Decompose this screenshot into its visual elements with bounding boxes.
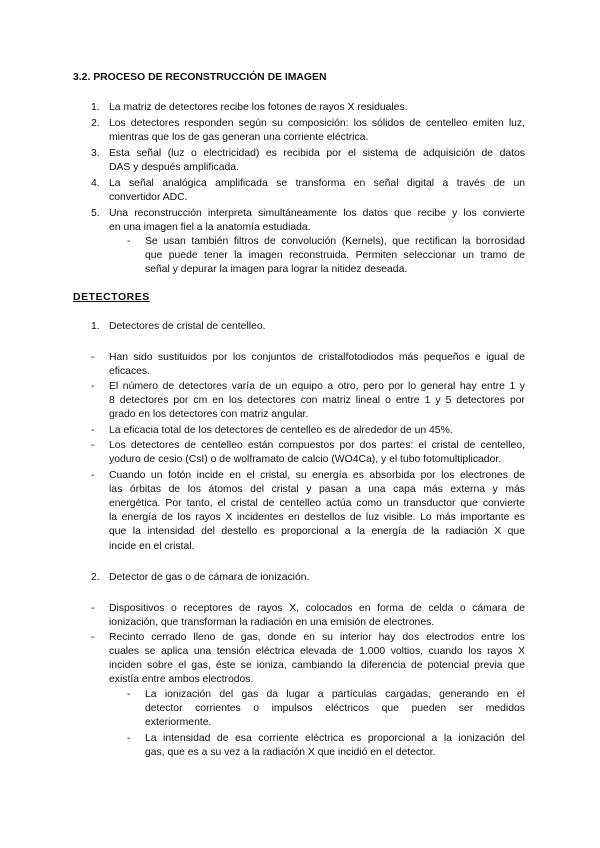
det1-b5-line-1: Cuando un fotón incide en el cristal, su energía es absorbida por los electrones de bbox=[109, 470, 525, 481]
det2-sub1-line-3: exteriormente. bbox=[145, 717, 212, 728]
det1-b2-line-2: 8 detectores por cm en los detectores con matriz lineal o entre 1 y 5 detectores por bbox=[109, 395, 525, 406]
det2-b2-line-3: inciden sobre el gas, éste se ioniza, cambiando la diferencia de potencial previa que bbox=[109, 660, 525, 671]
det2-b1-line-1: Dispositivos o receptores de rayos X, colocados en forma de celda o cámara de bbox=[109, 603, 525, 614]
det1-title: Detectores de cristal de centelleo. bbox=[109, 321, 266, 332]
det1-b4-line-2: yoduro de cesio (CsI) o de wolframato de calcio (WO4Ca), y el tubo fotomultiplicador. bbox=[109, 454, 502, 465]
step-5-line-2: en una imagen fiel a la anatomía estudiada. bbox=[109, 222, 311, 233]
det2-sub1-dash: - bbox=[127, 689, 131, 700]
det2-sub2-dash: - bbox=[127, 733, 131, 744]
det2-b2-line-4: existía entre ambos electrodos. bbox=[109, 674, 254, 685]
det1-b2-dash: - bbox=[91, 381, 95, 392]
det1-b3-dash: - bbox=[91, 425, 95, 436]
step-5-sub-line-3: señal y depurar la imagen para lograr la nitidez deseada. bbox=[145, 264, 408, 275]
det1-b5-line-2: las órbitas de los átomos del cristal y pasan a una capa más externa y más bbox=[109, 484, 525, 495]
det1-b1-dash: - bbox=[91, 352, 95, 363]
step-2-line-2: mientras que los de gas generan una corriente eléctrica. bbox=[109, 132, 369, 143]
det1-b5-line-5: que la intensidad del destello es proporcional a la energía de la radiación X que bbox=[109, 526, 525, 537]
det1-b2-line-1: El número de detectores varía de un equipo a otro, pero por lo general hay entre 1 y bbox=[109, 381, 525, 392]
section-title: 3.2. PROCESO DE RECONSTRUCCIÓN DE IMAGEN bbox=[73, 72, 327, 83]
det2-b2-dash: - bbox=[91, 632, 95, 643]
step-3-line-2: DAS y después amplificada. bbox=[109, 162, 239, 173]
step-2-line-1: Los detectores responden según su composición: los sólidos de centelleo emiten luz, bbox=[109, 118, 525, 129]
detectores-title: DETECTORES bbox=[73, 292, 150, 303]
step-4-number: 4. bbox=[91, 178, 100, 189]
step-4-line-2: convertidor ADC. bbox=[109, 192, 188, 203]
det2-sub1-line-1: La ionización del gas da lugar a partículas cargadas, generando en el bbox=[145, 689, 525, 700]
det2-sub2-line-1: La intensidad de esa corriente eléctrica es proporcional a la ionización del bbox=[145, 733, 525, 744]
step-1-line-1: La matriz de detectores recibe los fotones de rayos X residuales. bbox=[109, 102, 408, 113]
step-5-number: 5. bbox=[91, 208, 100, 219]
det1-b5-line-3: energética. Por tanto, el cristal de centelleo actúa como un transductor que convierte bbox=[109, 498, 525, 509]
det2-sub2-line-2: gas, que es a su vez a la radiación X que incidió en el detector. bbox=[145, 747, 436, 758]
det2-b1-dash: - bbox=[91, 603, 95, 614]
step-3-number: 3. bbox=[91, 148, 100, 159]
det1-b1-line-1: Han sido sustituidos por los conjuntos de cristalfotodiodos más pequeños e igual de bbox=[109, 352, 525, 363]
det1-b5-line-6: incide en el cristal. bbox=[109, 541, 195, 552]
step-3-line-1: Esta señal (luz o electricidad) es recibida por el sistema de adquisición de datos bbox=[109, 148, 525, 159]
step-4-line-1: La señal analógica amplificada se transforma en señal digital a través de un bbox=[109, 178, 525, 189]
det2-sub1-line-2: detector corrientes o impulsos eléctricos que pueden ser medidos bbox=[145, 703, 525, 714]
det2-b2-line-2: cuales se aplica una tensión eléctrica elevada de 1.000 voltios, cuando los rayos X bbox=[109, 646, 525, 657]
step-5-sub-line-2: que puede tener la imagen reconstruida. Permiten seleccionar un tramo de bbox=[145, 250, 525, 261]
det1-b4-dash: - bbox=[91, 440, 95, 451]
det1-b3-line-1: La eficacia total de los detectores de centelleo es de alrededor de un 45%. bbox=[109, 425, 453, 436]
step-1-number: 1. bbox=[91, 102, 100, 113]
det2-b2-line-1: Recinto cerrado lleno de gas, donde en su interior hay dos electrodos entre los bbox=[109, 632, 525, 643]
det1-b5-line-4: la energía de los rayos X incidentes en destellos de luz visible. Lo más importante es bbox=[109, 512, 525, 523]
step-5-sub-line-1: Se usan también filtros de convolución (Kernels), que rectifican la borrosidad bbox=[145, 236, 525, 247]
step-5-line-1: Una reconstrucción interpreta simultáneamente los datos que recibe y los convierte bbox=[109, 208, 525, 219]
det1-b4-line-1: Los detectores de centelleo están compuestos por dos partes: el cristal de centelleo, bbox=[109, 440, 525, 451]
det1-b1-line-2: eficaces. bbox=[109, 366, 151, 377]
det1-number: 1. bbox=[91, 321, 100, 332]
det2-number: 2. bbox=[91, 572, 100, 583]
step-2-number: 2. bbox=[91, 118, 100, 129]
step-5-sub-dash: - bbox=[127, 236, 131, 247]
det2-title: Detector de gas o de cámara de ionización. bbox=[109, 572, 310, 583]
det1-b2-line-3: grado en los detectores con matriz angular. bbox=[109, 409, 309, 420]
det1-b5-dash: - bbox=[91, 470, 95, 481]
det2-b1-line-2: ionización, que transforman la radiación en una emisión de electrones. bbox=[109, 617, 435, 628]
